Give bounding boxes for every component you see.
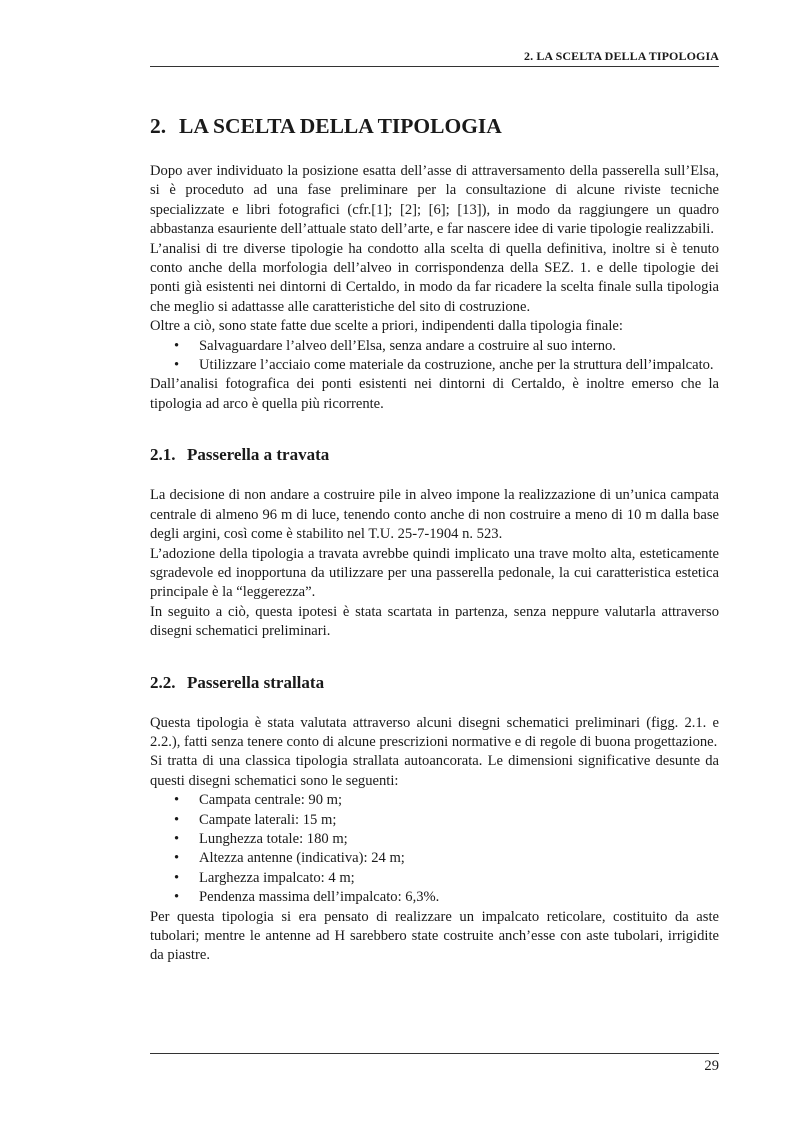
intro-paragraph-2: L’analisi di tre diverse tipologie ha condotto alla scelta di quella definitiva, inoltre si è tenuto conto anche della morfologia dell’alveo in corrispondenza della SEZ. 1. e delle tipologie dei ponti già esistenti nei dintorni di Certaldo, in modo da far ricadere la scelta finale sulla tipologia che meglio si adattasse alle caratteristiche del sito di costruzione. xyxy=(150,240,719,315)
intro-paragraph-3: Oltre a ciò, sono state fatte due scelte a priori, indipendenti dalla tipologia finale: xyxy=(150,318,623,335)
list-item xyxy=(150,337,719,356)
list-item-text: Campata centrale: 90 m; xyxy=(199,792,343,809)
bullet-icon: • xyxy=(174,869,180,886)
header-rule xyxy=(150,66,719,67)
intro-bullet-list xyxy=(150,337,719,376)
list-item-text: Altezza antenne (indicativa): 24 m; xyxy=(199,850,405,867)
bullet-icon: • xyxy=(174,830,180,847)
chapter-heading xyxy=(150,112,719,140)
strallata-paragraph-1: Questa tipologia è stata valutata attraverso alcuni disegni schematici preliminari (figg. 2.1. e 2.2.), fatti senza tenere conto di alcune prescrizioni normative e di regole di buona progettazione. xyxy=(150,714,719,750)
list-item xyxy=(150,356,719,375)
section-title: Passerella strallata xyxy=(187,672,325,692)
footer-rule xyxy=(150,1053,719,1054)
chapter-title: LA SCELTA DELLA TIPOLOGIA xyxy=(179,114,502,138)
section-heading-travata xyxy=(150,444,719,466)
travata-paragraph-1: La decisione di non andare a costruire pile in alveo impone la realizzazione di un’unica campata centrale di almeno 96 m di luce, tenendo conto anche di non costruire a meno di 10 m dalla base degli argini, così come è stabilito nel T.U. 25-7-1904 n. 523. xyxy=(150,487,719,543)
bullet-icon: • xyxy=(174,811,180,828)
section-heading-strallata xyxy=(150,672,719,694)
section-number: 2.2. xyxy=(150,672,176,692)
list-item xyxy=(150,811,719,830)
bullet-icon: • xyxy=(174,792,180,809)
dimensions-bullet-list xyxy=(150,791,719,907)
list-item xyxy=(150,869,719,888)
intro-closing-paragraph: Dall’analisi fotografica dei ponti esistenti nei dintorni di Certaldo, è inoltre emerso che la tipologia ad arco è quella più ricorrente. xyxy=(150,376,719,412)
list-item xyxy=(150,791,719,810)
list-item-text: Campate laterali: 15 m; xyxy=(199,811,337,828)
travata-paragraph-3: In seguito a ciò, questa ipotesi è stata scartata in partenza, senza neppure valutarla attraverso disegni schematici preliminari. xyxy=(150,603,719,640)
list-item xyxy=(150,888,719,907)
strallata-closing-paragraph: Per questa tipologia si era pensato di realizzare un impalcato reticolare, costituito da aste tubolari; mentre le antenne ad H sarebbero state costruite anch’esse con aste tubolari, irrigidite da piastre. xyxy=(150,908,719,964)
travata-paragraph-2: L’adozione della tipologia a travata avrebbe quindi implicato una trave molto alta, esteticamente sgradevole ed inopportuna da utilizzare per una passerella pedonale, la cui caratteristica estetica principale è la “leggerezza”. xyxy=(150,545,719,601)
bullet-icon: • xyxy=(174,889,180,906)
section-title: Passerella a travata xyxy=(187,445,330,465)
section-number: 2.1. xyxy=(150,445,176,465)
list-item-text: Utilizzare l’acciaio come materiale da costruzione, anche per la struttura dell’impalcato. xyxy=(199,357,714,374)
chapter-number: 2. xyxy=(150,114,167,138)
list-item xyxy=(150,830,719,849)
list-item-text: Lunghezza totale: 180 m; xyxy=(199,830,348,847)
list-item-text: Larghezza impalcato: 4 m; xyxy=(199,869,355,886)
list-item-text: Pendenza massima dell’impalcato: 6,3%. xyxy=(199,889,440,906)
intro-paragraph-1: Dopo aver individuato la posizione esatta dell’asse di attraversamento della passerella sull’Elsa, si è proceduto ad una fase preliminare per la consultazione di alcune riviste tecniche specializzate e libri fotografici (cfr.[1]; [2]; [6]; [13]), in modo da raggiungere un quadro abbastanza esauriente dell’attuale stato dell’arte, e far nascere idee di varie tipologie realizzabili. xyxy=(150,163,719,238)
strallata-paragraph-2: Si tratta di una classica tipologia strallata autoancorata. Le dimensioni significative desunte da questi disegni schematici sono le seguenti: xyxy=(150,753,719,789)
bullet-icon: • xyxy=(174,357,180,374)
list-item xyxy=(150,849,719,868)
page-number: 29 xyxy=(704,1058,719,1074)
list-item-text: Salvaguardare l’alveo dell’Elsa, senza andare a costruire al suo interno. xyxy=(199,337,616,354)
running-header: 2. LA SCELTA DELLA TIPOLOGIA xyxy=(524,49,719,63)
bullet-icon: • xyxy=(174,850,180,867)
bullet-icon: • xyxy=(174,337,180,354)
page-content xyxy=(150,112,719,966)
